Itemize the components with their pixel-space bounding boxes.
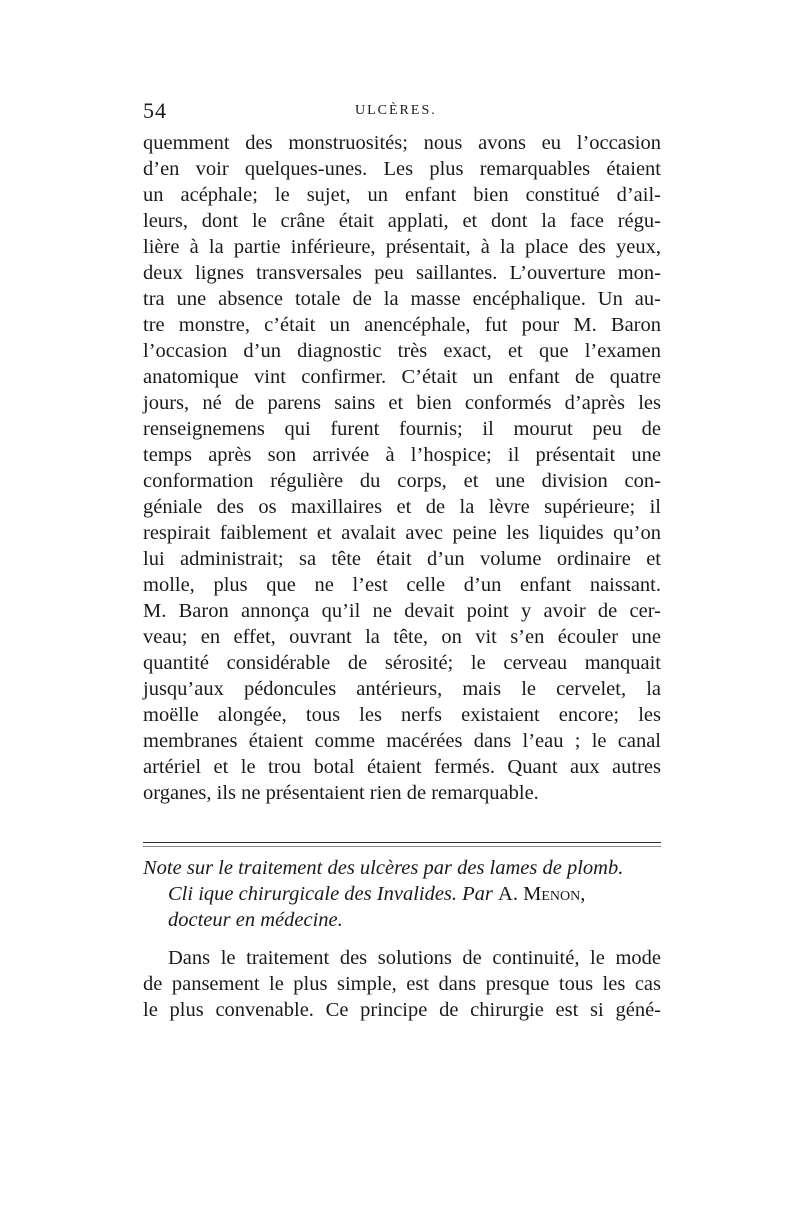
note-title: Note sur le traitement des ulcères par des lames de plomb. bbox=[143, 857, 624, 879]
body-line: moëlle alongée, tous les nerfs existaient encore; les bbox=[143, 704, 661, 726]
running-head: ULCÈRES. bbox=[355, 103, 437, 118]
body-line: temps après son arrivée à l’hospice; il présentait une bbox=[143, 444, 661, 466]
body-line: anatomique vint confirmer. C’était un enfant de quatre bbox=[143, 366, 661, 388]
page-number: 54 bbox=[143, 98, 167, 123]
body-line: respirait faiblement et avalait avec peine les liquides qu’on bbox=[143, 522, 661, 544]
subtitle-comma: , bbox=[580, 883, 586, 905]
body-line: géniale des os maxillaires et de la lèvre supérieure; il bbox=[143, 496, 661, 518]
body-line: quantité considérable de sérosité; le cerveau manquait bbox=[143, 652, 661, 674]
body-line: organes, ils ne présentaient rien de remarquable. bbox=[143, 782, 539, 804]
body-line: artériel et le trou botal étaient fermés. Quant aux autres bbox=[143, 756, 661, 778]
body-line: leurs, dont le crâne était applati, et dont la face régu- bbox=[143, 210, 661, 232]
body-line: deux lignes transversales peu saillantes. L’ouverture mon- bbox=[143, 262, 661, 284]
note-body-line: Dans le traitement des solutions de continuité, le mode bbox=[168, 947, 661, 969]
body-line: tra une absence totale de la masse encéphalique. Un au- bbox=[143, 288, 661, 310]
section-divider-thin bbox=[143, 846, 661, 847]
note-subtitle bbox=[168, 881, 585, 907]
body-line: M. Baron annonça qu’il ne devait point y avoir de cer- bbox=[143, 600, 661, 622]
body-line: jours, né de parens sains et bien conformés d’après les bbox=[143, 392, 661, 414]
body-line: renseignemens qui furent fournis; il mourut peu de bbox=[143, 418, 661, 440]
body-line: jusqu’aux pédoncules antérieurs, mais le cervelet, la bbox=[143, 678, 661, 700]
note-body-line: de pansement le plus simple, est dans presque tous les cas bbox=[143, 973, 661, 995]
section-divider bbox=[143, 842, 661, 843]
note-body-line: le plus convenable. Ce principe de chirurgie est si géné- bbox=[143, 999, 661, 1021]
body-line: l’occasion d’un diagnostic très exact, et que l’examen bbox=[143, 340, 661, 362]
body-line: d’en voir quelques-unes. Les plus remarquables étaient bbox=[143, 158, 661, 180]
note-subtitle-text: Cli ique chirurgicale des Invalides. Par bbox=[168, 883, 499, 905]
body-line: lière à la partie inférieure, présentait, à la place des yeux, bbox=[143, 236, 661, 258]
body-line: tre monstre, c’était un anencéphale, fut pour M. Baron bbox=[143, 314, 661, 336]
body-line: conformation régulière du corps, et une division con- bbox=[143, 470, 661, 492]
body-line: molle, plus que ne l’est celle d’un enfant naissant. bbox=[143, 574, 661, 596]
body-line: un acéphale; le sujet, un enfant bien constitué d’ail- bbox=[143, 184, 661, 206]
body-line: membranes étaient comme macérées dans l’eau ; le canal bbox=[143, 730, 661, 752]
body-line: quemment des monstruosités; nous avons eu l’occasion bbox=[143, 132, 661, 154]
author-initial: A. bbox=[498, 883, 524, 905]
body-line: lui administrait; sa tête était d’un volume ordinaire et bbox=[143, 548, 661, 570]
author-name: Menon bbox=[523, 883, 581, 905]
body-line: veau; en effet, ouvrant la tête, on vit s’en écouler une bbox=[143, 626, 661, 648]
note-author-title: docteur en médecine. bbox=[168, 909, 343, 931]
